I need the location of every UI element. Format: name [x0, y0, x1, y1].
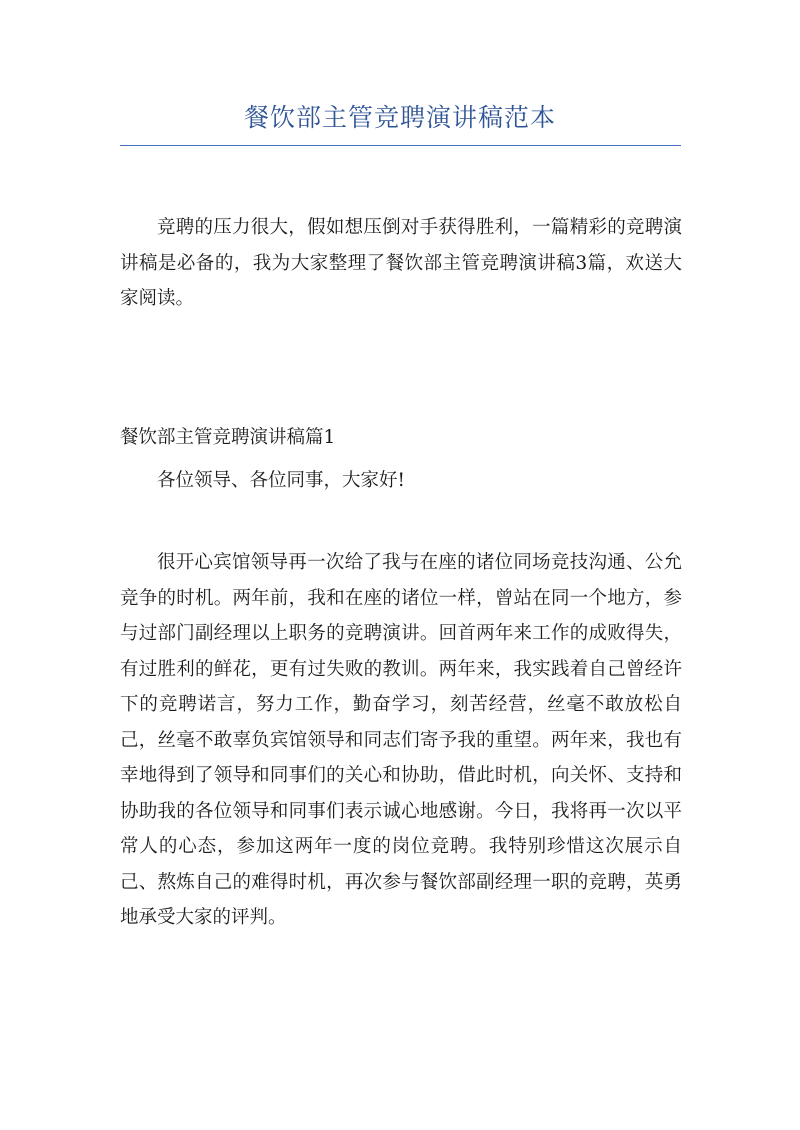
greeting-line: 各位领导、各位同事，大家好!	[157, 470, 405, 491]
page-title: 餐饮部主管竞聘演讲稿范本	[243, 103, 556, 132]
title-underline	[120, 145, 681, 146]
intro-paragraph: 竞聘的压力很大，假如想压倒对手获得胜利，一篇精彩的竞聘演讲稿是必备的，我为大家整理了餐饮部主管竞聘演讲稿3篇，欢送大家阅读。	[120, 217, 682, 309]
body-paragraph: 很开心宾馆领导再一次给了我与在座的诸位同场竞技沟通、公允竞争的时机。两年前，我和在座的诸位一样，曾站在同一个地方，参与过部门副经理以上职务的竞聘演讲。回首两年来工作的成败得失，有过胜利的鲜花，更有过失败的教训。两年来，我实践着自己曾经许下的竞聘诺言，努力工作，勤奋学习，刻苦经营，丝毫不敢放松自己，丝毫不敢辜负宾馆领导和同志们寄予我的重望。两年来，我也有幸地得到了领导和同事们的关心和协助，借此时机，向关怀、支持和协助我的各位领导和同事们表示诚心地感谢。今日，我将再一次以平常人的心态，参加这两年一度的岗位竞聘。我特别珍惜这次展示自己、熬炼自己的难得时机，再次参与餐饮部副经理一职的竞聘，英勇地承受大家的评判。	[120, 552, 682, 928]
section-heading: 餐饮部主管竞聘演讲稿篇1	[120, 427, 336, 448]
